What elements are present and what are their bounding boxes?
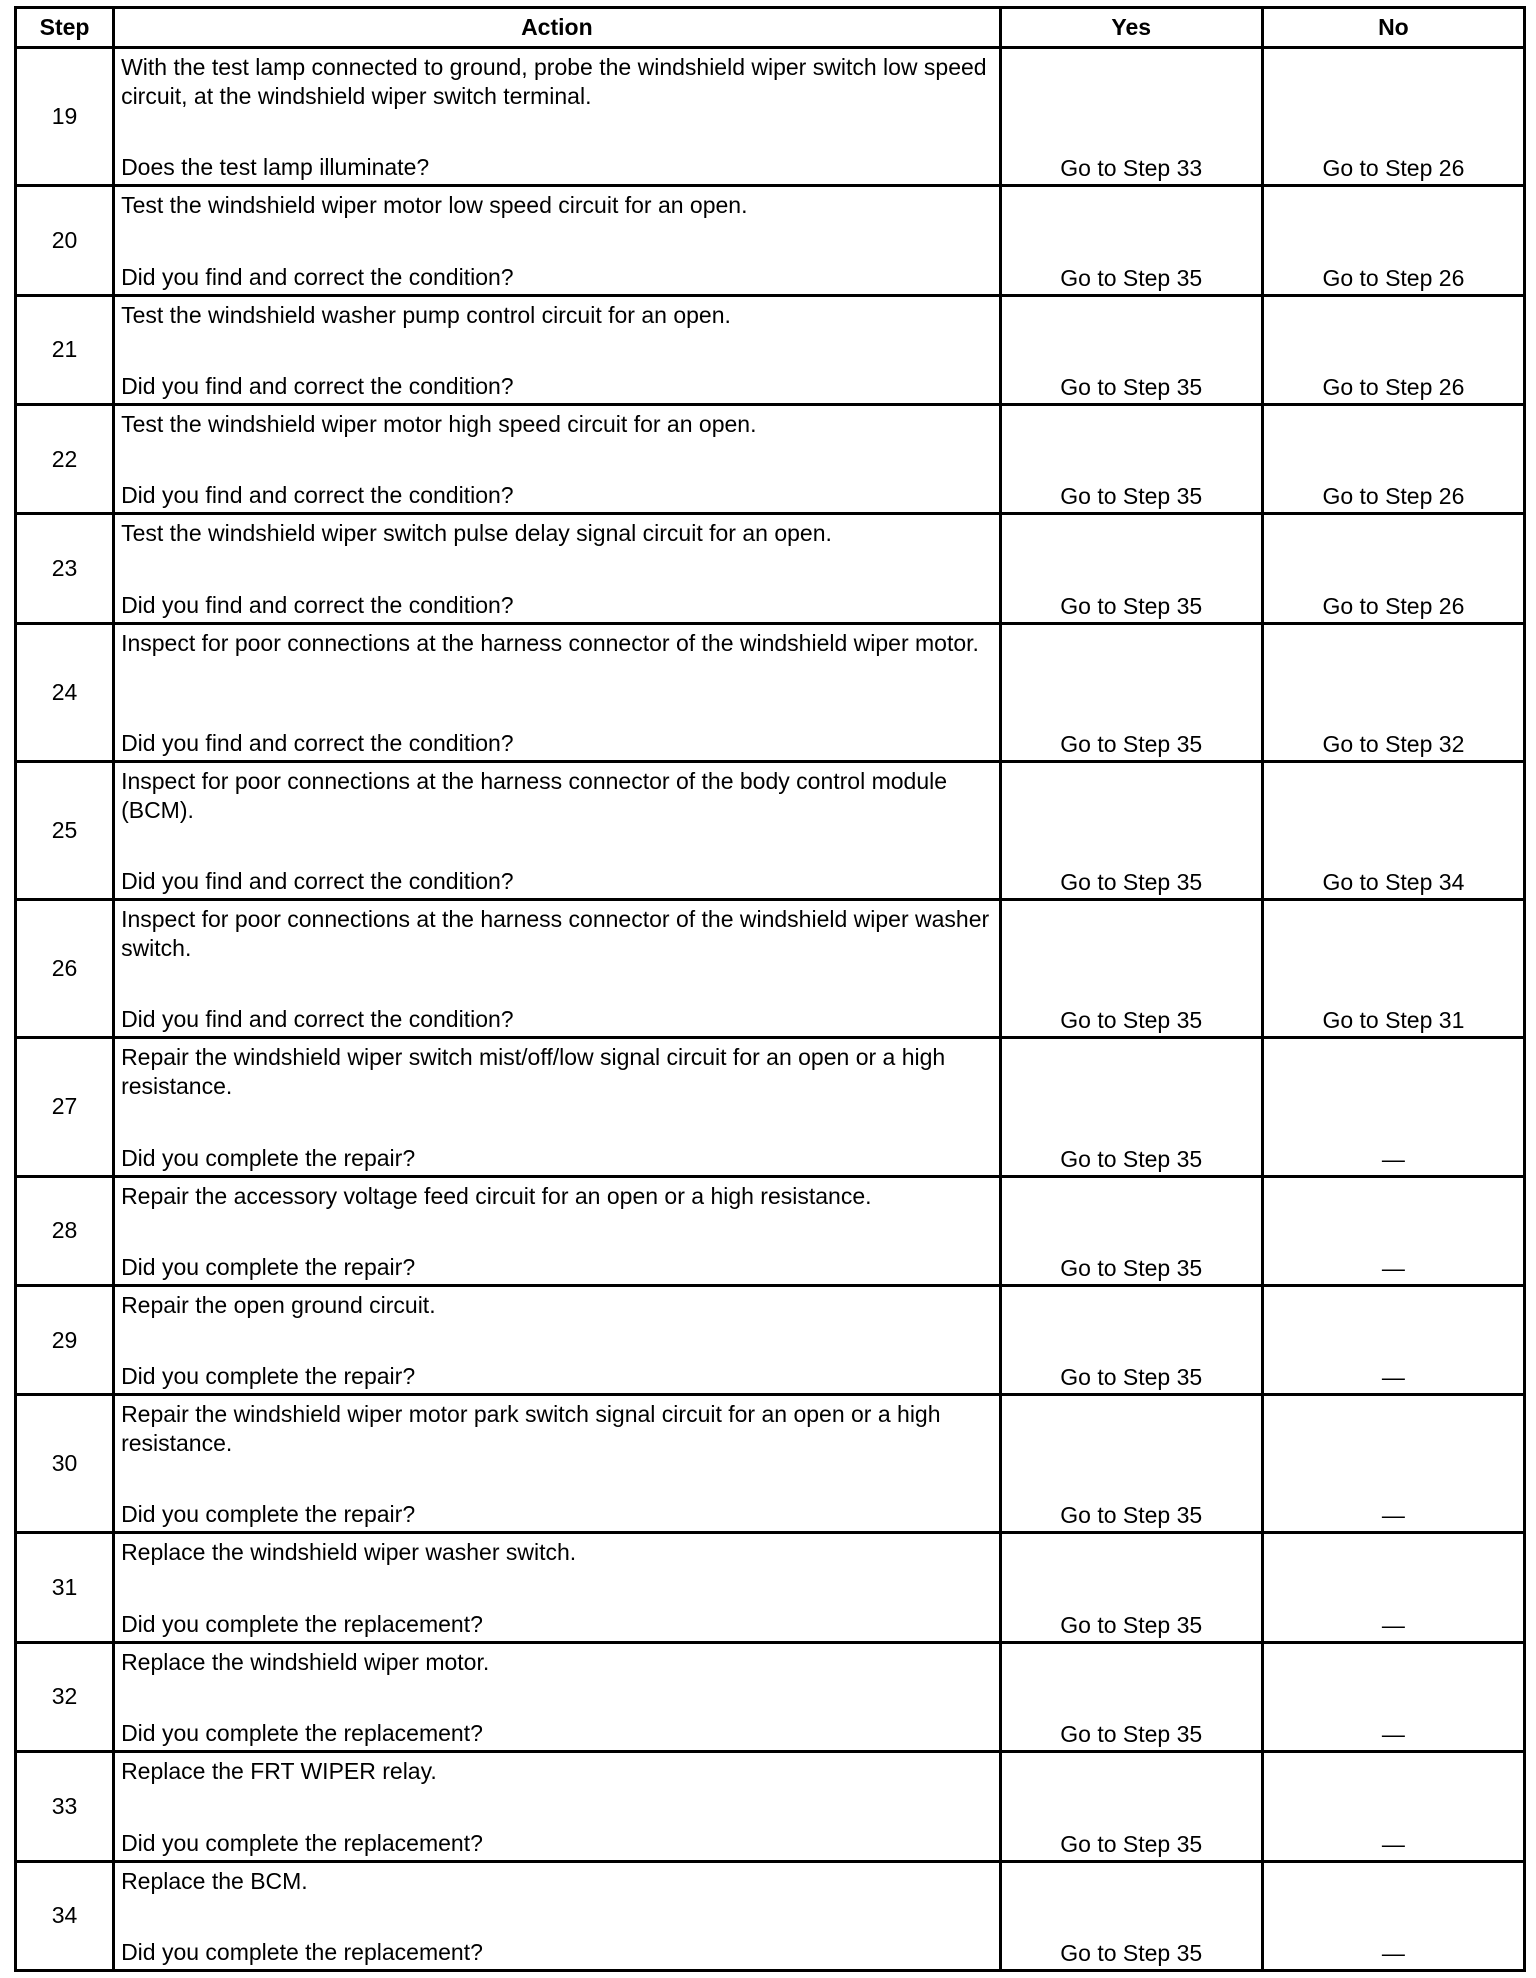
table-row (16, 1861, 1525, 1971)
yes-result: Go to Step 33 (1000, 48, 1262, 186)
yes-result: Go to Step 35 (1000, 514, 1262, 623)
no-result: Go to Step 26 (1262, 514, 1524, 623)
action-instruction: Inspect for poor connections at the harness connector of the windshield wiper motor. (121, 629, 979, 656)
action-instruction: Replace the windshield wiper motor. (121, 1648, 490, 1675)
step-number: 28 (16, 1176, 114, 1285)
no-result: — (1262, 1533, 1524, 1642)
action-question: Did you complete the replacement? (121, 1939, 483, 1965)
header-no: No (1262, 8, 1524, 48)
no-result: — (1262, 1176, 1524, 1285)
table-row (16, 295, 1525, 404)
step-number: 29 (16, 1285, 114, 1394)
step-number: 22 (16, 404, 114, 513)
action-instruction: Inspect for poor connections at the harness connector of the windshield wiper washer switch. (121, 906, 990, 962)
action-cell (114, 1038, 1001, 1176)
step-number: 33 (16, 1752, 114, 1861)
action-question: Did you complete the repair? (121, 1363, 416, 1390)
action-instruction: Replace the BCM. (121, 1867, 308, 1894)
action-cell (114, 295, 1001, 404)
no-result: — (1262, 1642, 1524, 1751)
yes-result: Go to Step 35 (1000, 1752, 1262, 1861)
action-cell (114, 404, 1001, 513)
table-row (16, 1176, 1525, 1285)
action-instruction: With the test lamp connected to ground, probe the windshield wiper switch low speed circuit, at the windshield wiper switch terminal. (121, 54, 987, 109)
yes-result: Go to Step 35 (1000, 1176, 1262, 1285)
step-number: 34 (16, 1861, 114, 1971)
no-result: Go to Step 26 (1262, 48, 1524, 186)
table-row (16, 900, 1525, 1038)
action-instruction: Repair the windshield wiper motor park switch signal circuit for an open or a high resistance. (121, 1401, 941, 1457)
action-cell (114, 1752, 1001, 1861)
action-instruction: Test the windshield wiper motor high speed circuit for an open. (121, 410, 757, 437)
action-question: Did you complete the replacement? (121, 1610, 483, 1637)
table-row (16, 186, 1525, 295)
step-number: 21 (16, 295, 114, 404)
table-row (16, 48, 1525, 186)
yes-result: Go to Step 35 (1000, 295, 1262, 404)
table-row (16, 1285, 1525, 1394)
action-cell (114, 1533, 1001, 1642)
table-row (16, 1038, 1525, 1176)
table-row (16, 514, 1525, 623)
step-number: 31 (16, 1533, 114, 1642)
header-action: Action (114, 8, 1001, 48)
action-instruction: Repair the accessory voltage feed circuit for an open or a high resistance. (121, 1182, 872, 1209)
action-instruction: Test the windshield wiper switch pulse delay signal circuit for an open. (121, 520, 832, 547)
step-number: 24 (16, 623, 114, 761)
yes-result: Go to Step 35 (1000, 404, 1262, 513)
yes-result: Go to Step 35 (1000, 186, 1262, 295)
table-row (16, 1395, 1525, 1533)
step-number: 27 (16, 1038, 114, 1176)
action-question: Did you find and correct the condition? (121, 263, 514, 290)
action-question: Did you complete the replacement? (121, 1720, 483, 1747)
no-result: Go to Step 31 (1262, 900, 1524, 1038)
header-step: Step (16, 8, 114, 48)
action-instruction: Test the windshield washer pump control circuit for an open. (121, 301, 731, 328)
step-number: 26 (16, 900, 114, 1038)
yes-result: Go to Step 35 (1000, 1861, 1262, 1971)
action-instruction: Test the windshield wiper motor low speed circuit for an open. (121, 192, 748, 219)
action-question: Did you complete the repair? (121, 1144, 416, 1171)
header-yes: Yes (1000, 8, 1262, 48)
step-number: 20 (16, 186, 114, 295)
action-cell (114, 1176, 1001, 1285)
table-row (16, 623, 1525, 761)
action-question: Did you find and correct the condition? (121, 372, 514, 399)
action-question: Does the test lamp illuminate? (121, 154, 430, 181)
action-question: Did you find and correct the condition? (121, 729, 514, 756)
action-question: Did you find and correct the condition? (121, 591, 514, 618)
yes-result: Go to Step 35 (1000, 623, 1262, 761)
action-instruction: Replace the FRT WIPER relay. (121, 1758, 437, 1785)
step-number: 25 (16, 761, 114, 899)
action-instruction: Replace the windshield wiper washer switch. (121, 1539, 577, 1566)
action-instruction: Inspect for poor connections at the harness connector of the body control module (BCM). (121, 767, 948, 823)
yes-result: Go to Step 35 (1000, 761, 1262, 899)
no-result: — (1262, 1038, 1524, 1176)
action-cell (114, 1861, 1001, 1971)
action-cell (114, 48, 1001, 186)
action-question: Did you complete the repair? (121, 1501, 416, 1528)
no-result: — (1262, 1861, 1524, 1971)
action-question: Did you complete the repair? (121, 1253, 416, 1280)
action-cell (114, 186, 1001, 295)
action-instruction: Repair the open ground circuit. (121, 1291, 436, 1318)
no-result: Go to Step 32 (1262, 623, 1524, 761)
no-result: — (1262, 1285, 1524, 1394)
step-number: 19 (16, 48, 114, 186)
yes-result: Go to Step 35 (1000, 900, 1262, 1038)
no-result: Go to Step 26 (1262, 295, 1524, 404)
table-row (16, 1642, 1525, 1751)
action-question: Did you complete the replacement? (121, 1829, 483, 1856)
table-row (16, 761, 1525, 899)
diagnostic-table (14, 6, 1526, 1972)
action-question: Did you find and correct the condition? (121, 482, 514, 509)
action-cell (114, 1642, 1001, 1751)
action-cell (114, 900, 1001, 1038)
yes-result: Go to Step 35 (1000, 1533, 1262, 1642)
yes-result: Go to Step 35 (1000, 1038, 1262, 1176)
action-cell (114, 1395, 1001, 1533)
table-row (16, 1752, 1525, 1861)
action-question: Did you find and correct the condition? (121, 1006, 514, 1033)
action-cell (114, 1285, 1001, 1394)
action-cell (114, 761, 1001, 899)
table-row (16, 1533, 1525, 1642)
header-row (16, 8, 1525, 48)
yes-result: Go to Step 35 (1000, 1642, 1262, 1751)
action-instruction: Repair the windshield wiper switch mist/off/low signal circuit for an open or a high resistance. (121, 1044, 946, 1100)
action-cell (114, 514, 1001, 623)
no-result: Go to Step 26 (1262, 404, 1524, 513)
no-result: — (1262, 1752, 1524, 1861)
table-row (16, 404, 1525, 513)
no-result: Go to Step 34 (1262, 761, 1524, 899)
action-cell (114, 623, 1001, 761)
step-number: 30 (16, 1395, 114, 1533)
no-result: — (1262, 1395, 1524, 1533)
no-result: Go to Step 26 (1262, 186, 1524, 295)
yes-result: Go to Step 35 (1000, 1285, 1262, 1394)
step-number: 32 (16, 1642, 114, 1751)
yes-result: Go to Step 35 (1000, 1395, 1262, 1533)
step-number: 23 (16, 514, 114, 623)
action-question: Did you find and correct the condition? (121, 868, 514, 895)
